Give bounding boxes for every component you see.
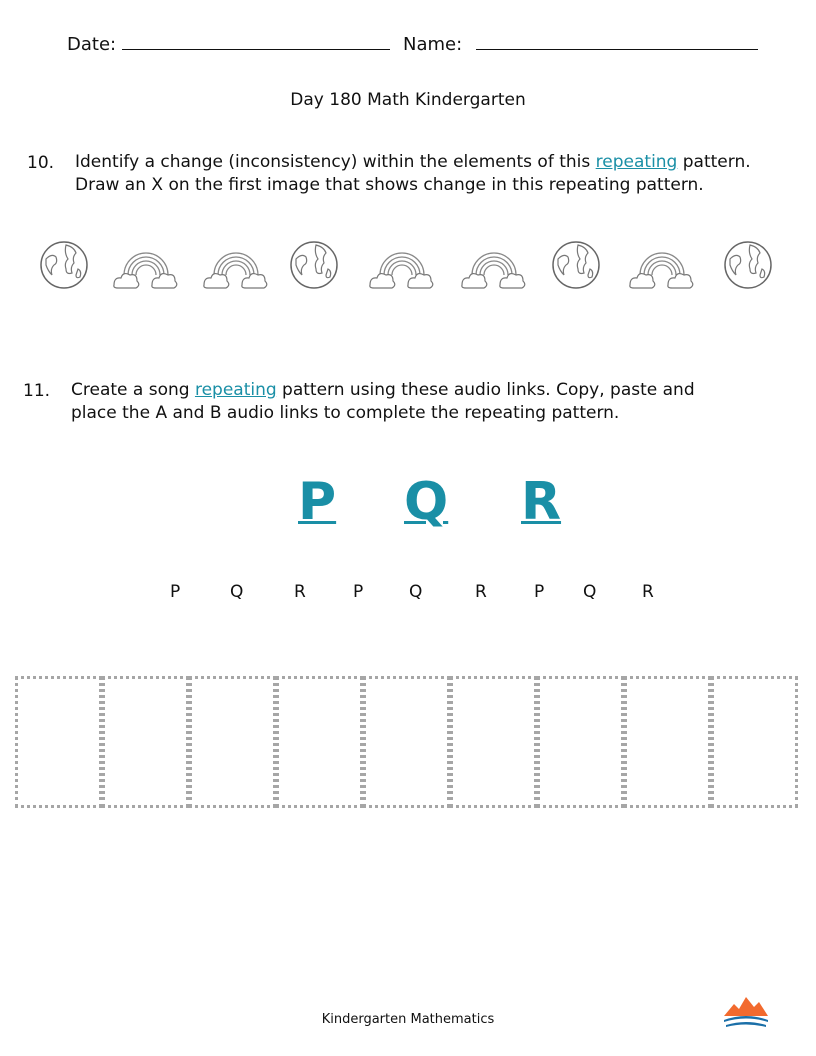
earth-icon[interactable]: [548, 235, 604, 295]
answer-box[interactable]: [537, 676, 624, 808]
question-10-number: 10.: [27, 153, 55, 173]
answer-box[interactable]: [711, 676, 798, 808]
sequence-letter: P: [353, 582, 364, 602]
question-10-line-1: [75, 151, 795, 174]
answer-box[interactable]: [450, 676, 537, 808]
answer-box[interactable]: [189, 676, 276, 808]
sequence-letter: R: [475, 582, 487, 602]
audio-link-r[interactable]: R: [521, 472, 562, 532]
question-10-line-2: Draw an X on the first image that shows change in this repeating pattern.: [75, 175, 704, 195]
rainbow-icon[interactable]: [628, 235, 698, 295]
sequence-letter: P: [534, 582, 545, 602]
mountain-logo-icon: [722, 994, 770, 1030]
footer-text: Kindergarten Mathematics: [321, 1012, 495, 1027]
sequence-letter: R: [642, 582, 654, 602]
question-10-text: [75, 151, 795, 197]
earth-icon[interactable]: [286, 235, 342, 295]
name-label: Name:: [403, 34, 463, 55]
page-title: Day 180 Math Kindergarten: [290, 90, 526, 110]
name-field-line[interactable]: [476, 31, 758, 50]
sequence-letter: Q: [583, 582, 597, 602]
question-10-line-1-start: Identify a change (inconsistency) within the elements of this: [75, 152, 596, 172]
answer-box[interactable]: [276, 676, 363, 808]
audio-link-p[interactable]: P: [298, 472, 337, 532]
repeating-link[interactable]: repeating: [595, 152, 678, 172]
question-11-line-2: place the A and B audio links to complete the repeating pattern.: [71, 403, 620, 423]
question-11-line-1-end: pattern using these audio links. Copy, paste and: [276, 380, 695, 400]
question-11-line-1-start: Create a song: [71, 380, 195, 400]
earth-icon[interactable]: [36, 235, 92, 295]
date-field-line[interactable]: [122, 31, 390, 50]
sequence-letter: Q: [409, 582, 423, 602]
question-10-line-1-end: pattern.: [677, 152, 751, 172]
answer-box[interactable]: [15, 676, 102, 808]
question-11-line-1: [71, 379, 791, 402]
sequence-letter: Q: [230, 582, 244, 602]
rainbow-icon[interactable]: [460, 235, 530, 295]
rainbow-icon[interactable]: [112, 235, 182, 295]
answer-box[interactable]: [363, 676, 450, 808]
answer-box[interactable]: [102, 676, 189, 808]
rainbow-icon[interactable]: [368, 235, 438, 295]
answer-box[interactable]: [624, 676, 711, 808]
question-11-text: [71, 379, 791, 425]
question-11-number: 11.: [23, 381, 51, 401]
repeating-link-2[interactable]: repeating: [194, 380, 277, 400]
date-label-row: [67, 31, 390, 55]
date-label: Date:: [67, 34, 117, 55]
earth-icon[interactable]: [720, 235, 776, 295]
sequence-letter: P: [170, 582, 181, 602]
answer-box-row: [15, 676, 800, 810]
pattern-image-row: [36, 235, 780, 299]
sequence-letter: R: [294, 582, 306, 602]
name-label-row: [403, 31, 758, 55]
audio-link-q[interactable]: Q: [404, 472, 449, 532]
rainbow-icon[interactable]: [202, 235, 272, 295]
